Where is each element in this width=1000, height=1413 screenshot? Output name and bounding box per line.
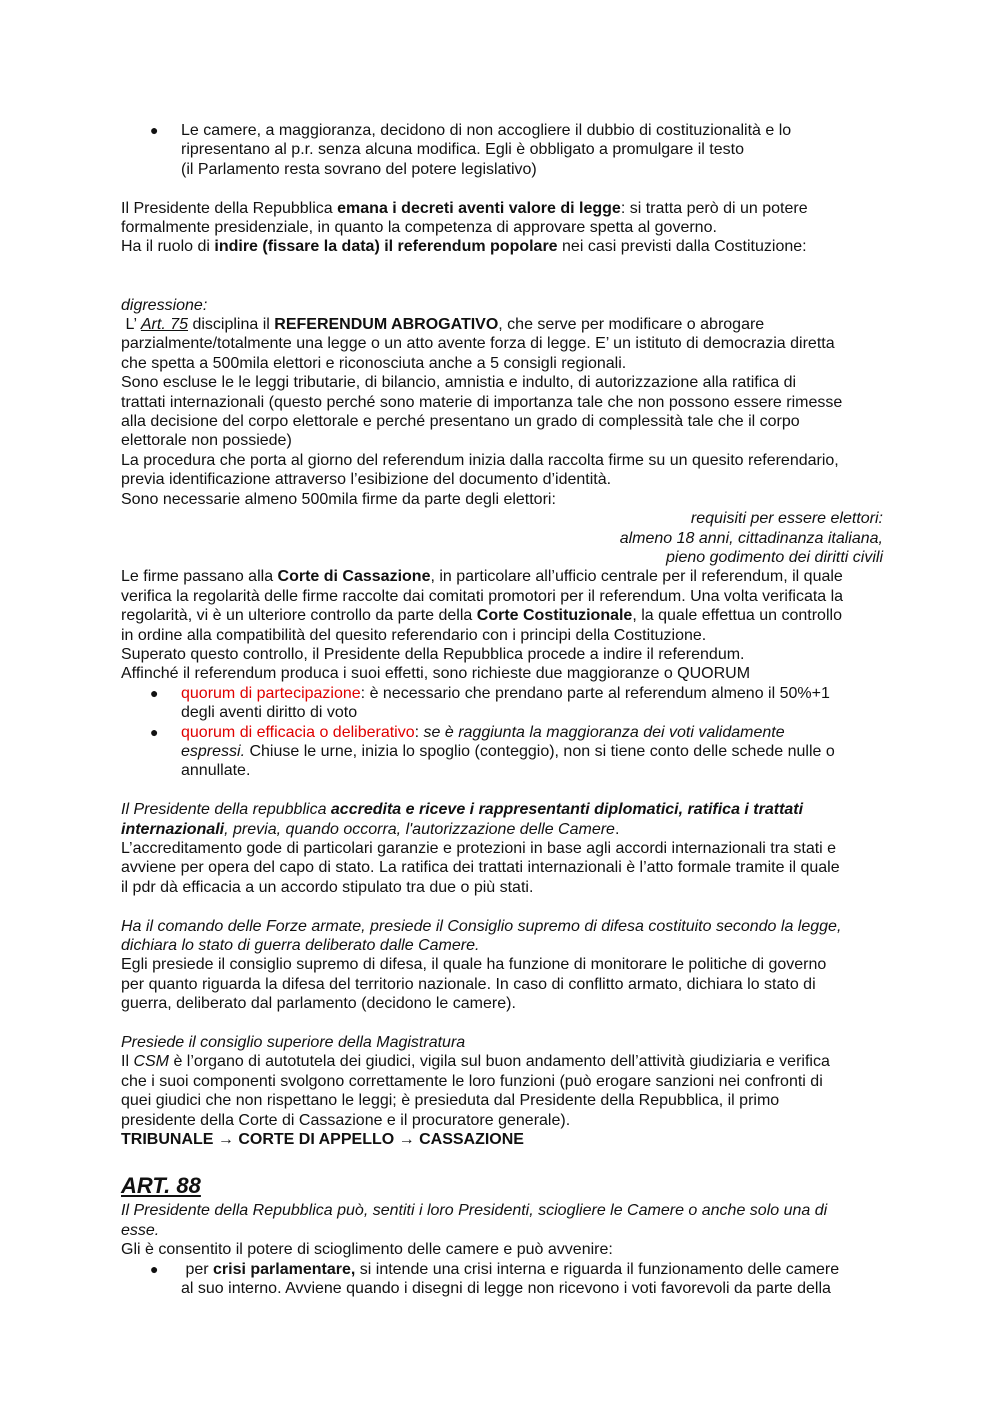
paragraph-line: parzialmente/totalmente una legge o un atto avente forza di legge. E’ un istituto di democrazia diretta [121, 335, 835, 353]
section-heading: ART. 88 [121, 1173, 201, 1199]
paragraph-line: Affinché il referendum produca i suoi effetti, sono richieste due maggioranze o QUORUM [121, 665, 751, 683]
paragraph-line: quei giudici che non rispettano le leggi; è presieduta dal Presidente della Repubblica, il primo [121, 1092, 780, 1110]
paragraph-line: presidente della Corte di Cassazione e il procuratore generale). [121, 1111, 571, 1129]
text-line: ripresentano al p.r. senza alcuna modifica. Egli è obbligato a promulgare il testo [181, 141, 744, 159]
list-item [121, 1260, 883, 1299]
paragraph-line: internazionali, previa, quando occorra, l'autorizzazione delle Camere. [121, 820, 620, 838]
text-line: per crisi parlamentare, si intende una crisi interna e riguarda il funzionamento delle camere [181, 1260, 840, 1278]
bullet-icon: ● [150, 684, 159, 701]
paragraph-line: trattati internazionali (questo perché sono materie di importanza tale che non possono essere rimesse [121, 393, 843, 411]
paragraph-line: L’ Art. 75 disciplina il REFERENDUM ABROGATIVO, che serve per modificare o abrogare [121, 316, 765, 334]
paragraph-line: L’accreditamento gode di particolari garanzie e protezioni in base agli accordi internazionali tra stati e [121, 839, 837, 857]
text-line: (il Parlamento resta sovrano del potere legislativo) [181, 160, 537, 178]
paragraph-line: che spetta a 500mila elettori e riconosciuta anche a 5 consigli regionali. [121, 354, 627, 372]
paragraph-line: formalmente presidenziale, in quanto la competenza di approvare spetta al governo. [121, 219, 717, 237]
paragraph-line: Superato questo controllo, il Presidente della Repubblica procede a indire il referendum. [121, 645, 745, 663]
text-line: espressi. Chiuse le urne, inizia lo spoglio (conteggio), non si tiene conto delle schede nulle o [181, 742, 835, 760]
document-page [121, 121, 883, 1298]
court-chain: TRIBUNALE → CORTE DI APPELLO → CASSAZIONE [121, 1131, 524, 1149]
text-line: quorum di partecipazione: è necessario che prendano parte al referendum almeno il 50%+1 [181, 684, 830, 702]
text-line: quorum di efficacia o deliberativo: se è raggiunta la maggioranza dei voti validamente [181, 723, 785, 741]
paragraph-line: Ha il ruolo di indire (fissare la data) il referendum popolare nei casi previsti dalla Costituzione: [121, 238, 807, 256]
paragraph-line: per quanto riguarda la difesa del territorio nazionale. In caso di conflitto armato, dichiara lo stato di [121, 975, 816, 993]
bullet-icon: ● [150, 1260, 159, 1277]
text-line: annullate. [181, 762, 251, 780]
paragraph-line: Il Presidente della Repubblica emana i decreti aventi valore di legge: si tratta però di un potere [121, 199, 808, 217]
paragraph-line: Ha il comando delle Forze armate, presiede il Consiglio supremo di difesa costituito secondo la legge, [121, 917, 842, 935]
list-item [121, 684, 883, 723]
paragraph-line: in ordine alla compatibilità del quesito referendario con i principi della Costituzione. [121, 626, 707, 644]
paragraph-line: verifica la regolarità delle firme raccolte dai comitati promotori per il referendum. Una volta verificata la [121, 587, 844, 605]
article-link[interactable]: Art. 75 [140, 316, 189, 334]
paragraph-line: guerra, deliberato dal parlamento (decidono le camere). [121, 995, 516, 1013]
requirements-note: almeno 18 anni, cittadinanza italiana, [619, 529, 883, 547]
paragraph-line: Sono necessarie almeno 500mila firme da parte degli elettori: [121, 490, 556, 508]
paragraph-line: Presiede il consiglio superiore della Magistratura [121, 1034, 466, 1052]
paragraph-line: Il Presidente della Repubblica può, sentiti i loro Presidenti, sciogliere le Camere o anche solo una di [121, 1202, 828, 1220]
paragraph-line: Il Presidente della repubblica accredita e riceve i rappresentanti diplomatici, ratifica i trattati [121, 801, 804, 819]
requirements-note: pieno godimento dei diritti civili [666, 548, 883, 566]
paragraph-line: dichiara lo stato di guerra deliberato dalle Camere. [121, 937, 480, 954]
text-line: degli aventi diritto di voto [181, 704, 358, 722]
paragraph-line: avviene per opera del capo di stato. La ratifica dei trattati internazionali è l’atto formale tramite il quale [121, 859, 840, 877]
paragraph-line: Egli presiede il consiglio supremo di difesa, il quale ha funzione di monitorare le politiche di governo [121, 956, 827, 974]
bullet-icon: ● [150, 723, 159, 740]
paragraph-line: Il CSM è l’organo di autotutela dei giudici, vigila sul buon andamento dell’attività giudiziaria e verifica [121, 1053, 830, 1071]
paragraph-line: che i suoi componenti svolgono correttamente le loro funzioni (può erogare sanzioni nei confronti di [121, 1072, 823, 1090]
text-line: al suo interno. Avviene quando i disegni di legge non ricevono i voti favorevoli da parte della [181, 1280, 831, 1298]
text-line: Le camere, a maggioranza, decidono di non accogliere il dubbio di costituzionalità e lo [181, 122, 792, 139]
paragraph-line: La procedura che porta al giorno del referendum inizia dalla raccolta firme su un quesito referendario, [121, 451, 839, 469]
list-item [121, 121, 883, 179]
digression-title: digressione: [121, 296, 208, 314]
paragraph-line: previa identificazione attraverso l’esibizione del documento d’identità. [121, 471, 612, 489]
paragraph-line: esse. [121, 1221, 160, 1239]
paragraph-line: alla decisione del corpo elettorale e perché presentano un grado di complessità tale che il corpo [121, 413, 800, 431]
paragraph-line: il pdr dà efficacia a un accordo stipulato tra due o più stati. [121, 878, 534, 896]
requirements-note: requisiti per essere elettori: [690, 510, 883, 528]
paragraph-line: Gli è consentito il potere di scioglimento delle camere e può avvenire: [121, 1241, 613, 1259]
paragraph-line: elettorale non possiede) [121, 432, 292, 450]
paragraph-line: Sono escluse le le leggi tributarie, di bilancio, amnistia e indulto, di autorizzazione alla ratifica di [121, 374, 797, 392]
paragraph-line: regolarità, vi è un ulteriore controllo da parte della Corte Costituzionale, la quale effettua un controllo [121, 607, 842, 625]
bullet-icon: ● [150, 122, 159, 138]
list-item [121, 723, 883, 781]
paragraph-line: Le firme passano alla Corte di Cassazione, in particolare all’ufficio centrale per il referendum, il quale [121, 568, 843, 586]
